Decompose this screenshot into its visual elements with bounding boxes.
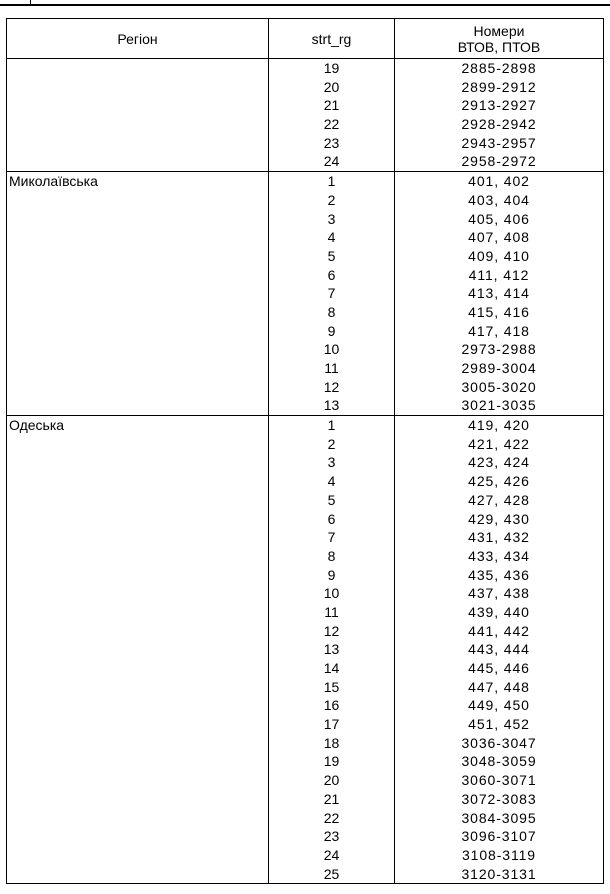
strt-cell: 6	[327, 266, 336, 283]
strt-cell: 12	[323, 622, 340, 639]
table-header	[7, 19, 603, 59]
numbers-cell: 2943-2957	[461, 134, 537, 151]
strt-cell: 3	[327, 210, 336, 227]
header-region: Регіон	[7, 19, 269, 58]
strt-cell: 7	[327, 529, 336, 546]
strt-cell: 8	[327, 303, 336, 320]
strt-cell: 23	[323, 134, 340, 151]
strt-cell: 1	[327, 173, 336, 190]
numbers-cell: 409, 410	[468, 247, 530, 264]
numbers-cell: 3060-3071	[461, 772, 537, 789]
numbers-cell: 439, 440	[468, 603, 530, 620]
numbers-cell: 3108-3119	[461, 846, 536, 863]
strt-cell: 19	[323, 753, 340, 770]
region-group	[7, 416, 603, 883]
strt-cell: 18	[323, 734, 340, 751]
numbers-cell: 423, 424	[468, 454, 530, 471]
numbers-cell: 3036-3047	[461, 734, 537, 751]
numbers-cell: 437, 438	[468, 585, 530, 602]
numbers-cell: 3120-3131	[461, 865, 537, 882]
top-tick	[30, 0, 31, 4]
numbers-cell: 427, 428	[468, 491, 530, 508]
strt-cell: 9	[327, 322, 336, 339]
numbers-cell: 3084-3095	[461, 809, 537, 826]
strt-cell: 1	[327, 417, 336, 434]
numbers-cell: 401, 402	[468, 173, 530, 190]
numbers-cell: 421, 422	[468, 435, 530, 452]
numbers-cell: 425, 426	[468, 473, 530, 490]
strt-cell: 12	[323, 378, 340, 395]
numbers-cell: 2989-3004	[461, 360, 537, 376]
numbers-column	[395, 59, 603, 171]
numbers-cell: 2899-2912	[461, 78, 537, 95]
region-cell	[7, 59, 269, 171]
numbers-cell: 415, 416	[468, 303, 530, 320]
numbers-cell: 429, 430	[468, 510, 530, 527]
strt-cell: 9	[327, 566, 336, 583]
strt-cell: 5	[327, 247, 336, 264]
numbers-cell: 411, 412	[468, 266, 530, 283]
header-numbers	[395, 19, 603, 58]
strt-cell: 3	[327, 454, 336, 471]
strt-cell: 13	[323, 397, 340, 414]
numbers-cell: 3048-3059	[461, 753, 537, 770]
strt-cell: 11	[324, 603, 339, 620]
strt-cell: 20	[323, 78, 340, 95]
strt-cell: 21	[323, 790, 340, 807]
strt-cell: 24	[323, 153, 340, 170]
data-table	[6, 18, 604, 884]
strt-cell: 24	[323, 846, 340, 863]
numbers-cell: 3096-3107	[461, 828, 537, 845]
strt-cell: 4	[327, 473, 336, 490]
header-numbers-line1: Номери	[473, 22, 525, 39]
strt-cell: 4	[327, 229, 336, 246]
strt-cell: 11	[324, 360, 339, 376]
strt-cell: 23	[323, 828, 340, 845]
strt-cell: 8	[327, 547, 336, 564]
numbers-cell: 443, 444	[468, 641, 530, 658]
numbers-cell: 3005-3020	[461, 378, 537, 395]
numbers-cell: 433, 434	[468, 547, 530, 564]
numbers-cell: 2958-2972	[461, 153, 537, 170]
numbers-cell: 2973-2988	[461, 341, 537, 358]
header-strt: strt_rg	[269, 19, 395, 58]
numbers-cell: 451, 452	[468, 716, 530, 733]
numbers-cell: 419, 420	[468, 417, 530, 434]
top-rule	[0, 4, 610, 6]
numbers-cell: 441, 442	[468, 622, 530, 639]
header-numbers-line2: ВТОВ, ПТОВ	[457, 38, 541, 55]
strt-cell: 16	[323, 697, 340, 714]
strt-column	[269, 172, 395, 415]
strt-cell: 22	[323, 116, 340, 133]
strt-cell: 17	[323, 716, 340, 733]
strt-cell: 21	[323, 97, 340, 114]
numbers-cell: 2913-2927	[461, 97, 537, 114]
numbers-cell: 431, 432	[468, 529, 530, 546]
region-group	[7, 172, 603, 416]
numbers-cell: 405, 406	[468, 210, 530, 227]
region-cell: Одеська	[7, 416, 269, 883]
numbers-cell: 2928-2942	[461, 116, 537, 133]
numbers-cell: 413, 414	[468, 285, 530, 302]
numbers-cell: 447, 448	[468, 678, 530, 695]
numbers-column	[395, 172, 603, 415]
numbers-cell: 449, 450	[468, 697, 530, 714]
strt-cell: 6	[327, 510, 336, 527]
strt-cell: 10	[323, 341, 340, 358]
strt-cell: 22	[323, 809, 340, 826]
numbers-cell: 445, 446	[468, 660, 530, 676]
strt-cell: 25	[323, 865, 340, 882]
numbers-cell: 3072-3083	[461, 790, 537, 807]
strt-cell: 7	[327, 285, 336, 302]
strt-cell: 5	[327, 491, 336, 508]
numbers-cell: 2885-2898	[461, 60, 537, 76]
numbers-cell: 435, 436	[468, 566, 530, 583]
numbers-cell: 403, 404	[468, 191, 530, 208]
numbers-column	[395, 416, 603, 883]
strt-cell: 15	[323, 678, 340, 695]
numbers-cell: 3021-3035	[461, 397, 537, 414]
strt-cell: 2	[327, 191, 336, 208]
table-body	[7, 59, 603, 883]
numbers-cell: 417, 418	[468, 322, 530, 339]
strt-column	[269, 416, 395, 883]
region-cell: Миколаївська	[7, 172, 269, 415]
strt-cell: 19	[323, 60, 340, 76]
numbers-cell: 407, 408	[468, 229, 530, 246]
strt-cell: 14	[323, 660, 340, 676]
strt-cell: 20	[323, 772, 340, 789]
strt-column	[269, 59, 395, 171]
strt-cell: 10	[323, 585, 340, 602]
region-group	[7, 59, 603, 172]
strt-cell: 13	[323, 641, 340, 658]
strt-cell: 2	[327, 435, 336, 452]
